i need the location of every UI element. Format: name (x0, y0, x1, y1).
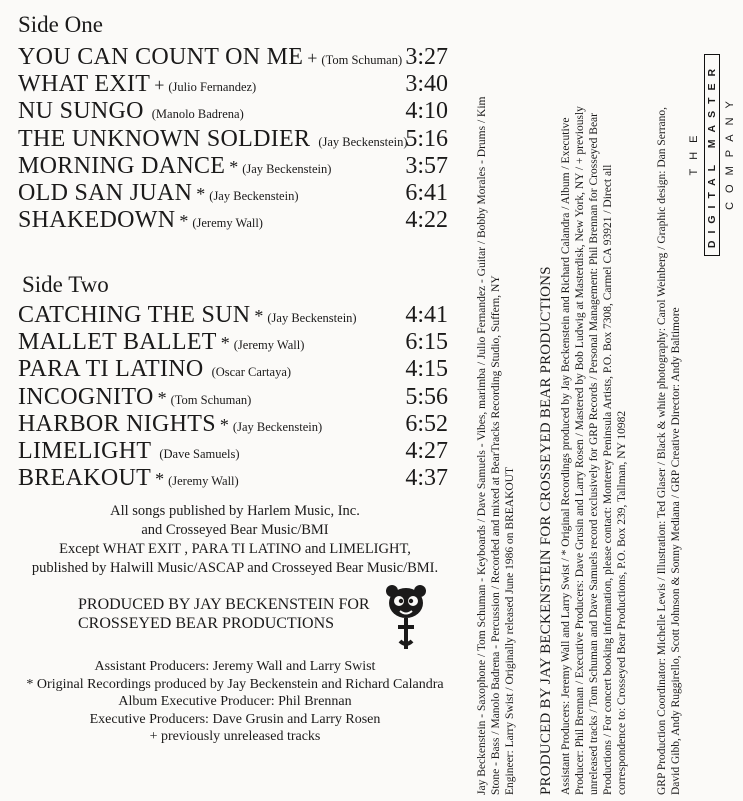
track-title: LIMELIGHT (18, 438, 152, 464)
track-title: YOU CAN COUNT ON ME (18, 44, 304, 70)
track-duration: 6:15 (405, 329, 448, 356)
track-duration: 6:41 (405, 180, 448, 206)
digital-master-brand (688, 6, 740, 296)
track-duration: 4:37 (405, 465, 448, 492)
track-duration: 3:27 (405, 44, 448, 70)
grp-credit-line: GRP Production Coordinator: Michelle Lewis / Illustration: Ted Glaser / Black & white photography: Carol Weinberg / Graphic design: Dan Serrano, (656, 106, 668, 795)
track-mark: * (157, 387, 167, 408)
track-row (18, 44, 448, 72)
producer-credit-line: Assistant Producers: Jeremy Wall and Larry Swist / * Original Recordings produced by Jay Beckenstein and Richard Calandra / Album / Executive (560, 117, 572, 795)
producer-line: PRODUCED BY JAY BECKENSTEIN FOR (78, 596, 370, 613)
track-row (18, 356, 448, 384)
producer-credit-line: Producer: Phil Brennan / Executive Producers: Dave Grusin and Larry Rosen / Mastered by Bob Ludwig at Masterdisk, New York, NY / + previously (574, 106, 586, 795)
track-title: BREAKOUT (18, 465, 152, 492)
publishing-notice (22, 502, 448, 578)
track-composer: (Oscar Cartaya) (211, 365, 292, 380)
track-row (18, 98, 448, 126)
producer-credit-line: correspondence to: Crosseyed Bear Productions, P.O. Box 239, Tallman, NY 10982 (616, 410, 628, 795)
credit-line: Album Executive Producer: Phil Brennan (118, 694, 352, 709)
track-row (18, 438, 448, 466)
credit-line: Assistant Producers: Jeremy Wall and Larry Swist (94, 659, 376, 674)
track-row (18, 302, 448, 330)
credit-line: * Original Recordings produced by Jay Beckenstein and Richard Calandra (26, 676, 444, 692)
track-row (18, 465, 448, 493)
track-mark: * (179, 211, 189, 232)
track-duration: 4:41 (405, 302, 448, 328)
side-one-title: Side One (18, 12, 103, 37)
track-row (18, 180, 448, 208)
track-title: THE UNKNOWN SOLDIER (18, 125, 311, 152)
track-title: NU SUNGO (18, 98, 144, 125)
track-composer: (Jay Beckenstein) (232, 419, 323, 434)
track-composer: (Jeremy Wall) (192, 216, 263, 231)
musician-line: Stone - Bass / Manolo Badrena - Percussion / Recorded and mixed at BearTracks Recording Studio, Suffern, NY (490, 275, 502, 795)
musician-line: Jay Beckenstein - Saxophone / Tom Schuman - Keyboards / Dave Samuels - Vibes, marimba / Julio Fernandez - Guitar / Bobby Morales - Drums / Kim (476, 96, 488, 795)
publishing-line: Except WHAT EXIT , PARA TI LATINO and LIMELIGHT, (59, 541, 411, 557)
track-duration: 4:10 (405, 98, 448, 125)
track-composer: (Jay Beckenstein) (209, 189, 299, 203)
track-mark: * (196, 184, 206, 204)
track-title: PARA TI LATINO (18, 356, 204, 383)
producer-credit-line: Productions / For concert booking information, please contact: Monterey Peninsula Artists, P.O. Box 7308, Carmel CA 93921 / Direct all (602, 164, 614, 795)
rotated-credits (470, 1, 743, 801)
publishing-line: and Crosseyed Bear Music/BMI (141, 522, 329, 538)
track-row (18, 384, 448, 412)
track-title: WHAT EXIT (18, 71, 151, 98)
track-title: SHAKEDOWN (18, 207, 176, 234)
rotated-producer-heading: PRODUCED BY JAY BECKENSTEIN FOR CROSSEYED BEAR PRODUCTIONS (538, 266, 554, 795)
track-mark: * (220, 333, 230, 354)
credit-line: + previously unreleased tracks (149, 729, 321, 744)
producer-credit-line: unreleased tracks / Tom Schuman and Dave Samuels record exclusively for GRP Records / Personal Management: Phil Brennan for Crosseyed Bear (588, 113, 600, 795)
track-row (18, 153, 448, 181)
grp-credit-line: David Gibb, Andy Ruggirello, Scott Johnson & Sonny Mediana / GRP Creative Director: Andy Baltimore (670, 307, 682, 795)
right-credits-panel (470, 0, 743, 801)
brand-name: DIGITAL MASTER (704, 54, 720, 256)
track-title: MORNING DANCE (18, 152, 226, 179)
track-title: HARBOR NIGHTS (18, 410, 216, 437)
crosseyed-bear-logo (382, 583, 430, 653)
track-composer: (Manolo Badrena) (151, 107, 244, 122)
track-mark: * (229, 156, 239, 177)
track-title: CATCHING THE SUN (18, 302, 251, 328)
track-mark: * (155, 469, 165, 490)
track-mark: * (254, 306, 264, 326)
track-composer: (Jay Beckenstein) (267, 311, 357, 325)
track-duration: 4:27 (405, 438, 448, 464)
track-composer: (Jeremy Wall) (233, 338, 305, 353)
track-composer: (Dave Samuels) (159, 447, 240, 461)
track-row (18, 71, 448, 99)
track-title: INCOGNITO (18, 383, 154, 410)
track-mark: * (219, 414, 229, 435)
track-duration: 3:40 (405, 71, 448, 98)
track-mark: + (307, 48, 318, 68)
brand-company: COMPANY (724, 92, 736, 210)
brand-the: THE (688, 126, 700, 176)
track-title: OLD SAN JUAN (18, 180, 193, 206)
track-composer: (Jeremy Wall) (168, 474, 239, 489)
track-composer: (Tom Schuman) (170, 392, 252, 407)
musician-line: Engineer: Larry Swist / Originally released June 1986 on BREAKOUT (504, 466, 516, 795)
credits-block (0, 658, 470, 746)
track-mark: + (154, 75, 165, 96)
track-row (18, 126, 448, 154)
track-row (18, 207, 448, 235)
track-duration: 3:57 (405, 152, 448, 179)
track-composer: (Julio Fernandez) (168, 80, 257, 95)
track-duration: 6:52 (405, 410, 448, 437)
publishing-line: All songs published by Harlem Music, Inc. (110, 503, 360, 519)
track-composer: (Jay Beckenstein) (242, 161, 332, 176)
track-title: MALLET BALLET (18, 329, 217, 356)
track-row (18, 411, 448, 439)
side-two-title: Side Two (22, 272, 109, 297)
track-row (18, 329, 448, 357)
producer-heading (78, 595, 388, 633)
publishing-line: published by Halwill Music/ASCAP and Crosseyed Bear Music/BMI. (31, 560, 439, 576)
producer-line: CROSSEYED BEAR PRODUCTIONS (78, 615, 335, 632)
track-composer: (Tom Schuman) (321, 53, 403, 67)
track-duration: 5:16 (405, 125, 448, 152)
track-duration: 5:56 (405, 383, 448, 410)
credit-line: Executive Producers: Dave Grusin and Larry Rosen (89, 711, 381, 727)
track-duration: 4:15 (405, 356, 448, 383)
track-duration: 4:22 (405, 207, 448, 234)
track-composer: (Jay Beckenstein) (318, 134, 408, 149)
